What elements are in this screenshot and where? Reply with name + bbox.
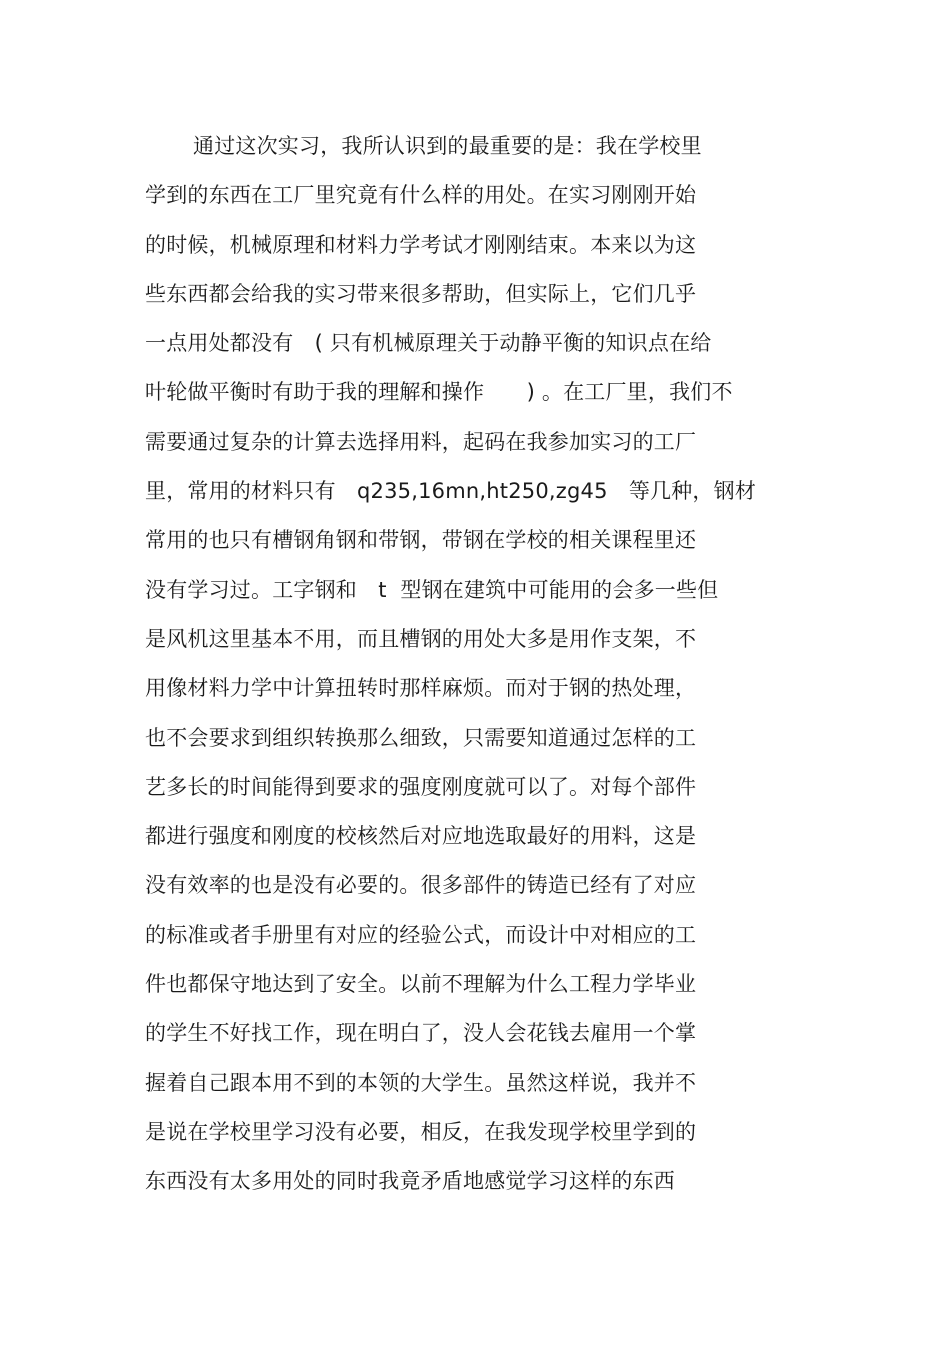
text-line: 都进行强度和刚度的校核然后对应地选取最好的用料，这是 [145,824,697,849]
text-line: 叶轮做平衡时有助于我的理解和操作 ) 。在工厂里，我们不 [145,380,733,405]
text-line: 一点用处都没有 ( 只有机械原理关于动静平衡的知识点在给 [145,331,712,356]
text-line: 也不会要求到组织转换那么细致，只需要知道通过怎样的工 [145,725,697,750]
paragraph [145,122,805,1207]
text-line: 些东西都会给我的实习带来很多帮助，但实际上，它们几乎 [145,281,697,306]
text-line: 的时候，机械原理和材料力学考试才刚刚结束。本来以为这 [145,232,697,257]
text-line: 东西没有太多用处的同时我竟矛盾地感觉学习这样的东西 [145,1169,675,1194]
text-line: 通过这次实习，我所认识到的最重要的是：我在学校里 [193,134,702,158]
text-line: 没有学习过。工字钢和 t 型钢在建筑中可能用的会多一些但 [145,577,719,602]
text-line: 需要通过复杂的计算去选择用料，起码在我参加实习的工厂 [145,429,697,454]
text-line: 艺多长的时间能得到要求的强度刚度就可以了。对每个部件 [145,774,697,799]
text-line: 没有效率的也是没有必要的。很多部件的铸造已经有了对应 [145,873,697,898]
text-line: 是风机这里基本不用，而且槽钢的用处大多是用作支架，不 [145,626,697,651]
text-line: 里，常用的材料只有 q235,16mn,ht250,zg45 等几种，钢材 [145,479,757,504]
text-line: 握着自己跟本用不到的本领的大学生。虽然这样说，我并不 [145,1070,697,1095]
text-line: 的学生不好找工作，现在明白了，没人会花钱去雇用一个掌 [145,1021,697,1046]
text-line: 学到的东西在工厂里究竟有什么样的用处。在实习刚刚开始 [145,183,697,208]
text-line: 是说在学校里学习没有必要，相反，在我发现学校里学到的 [145,1119,697,1144]
text-line: 用像材料力学中计算扭转时那样麻烦。而对于钢的热处理， [145,676,697,701]
text-line: 件也都保守地达到了安全。以前不理解为什么工程力学毕业 [145,972,697,997]
text-line: 常用的也只有槽钢角钢和带钢，带钢在学校的相关课程里还 [145,528,697,553]
text-line: 的标准或者手册里有对应的经验公式，而设计中对相应的工 [145,922,697,947]
